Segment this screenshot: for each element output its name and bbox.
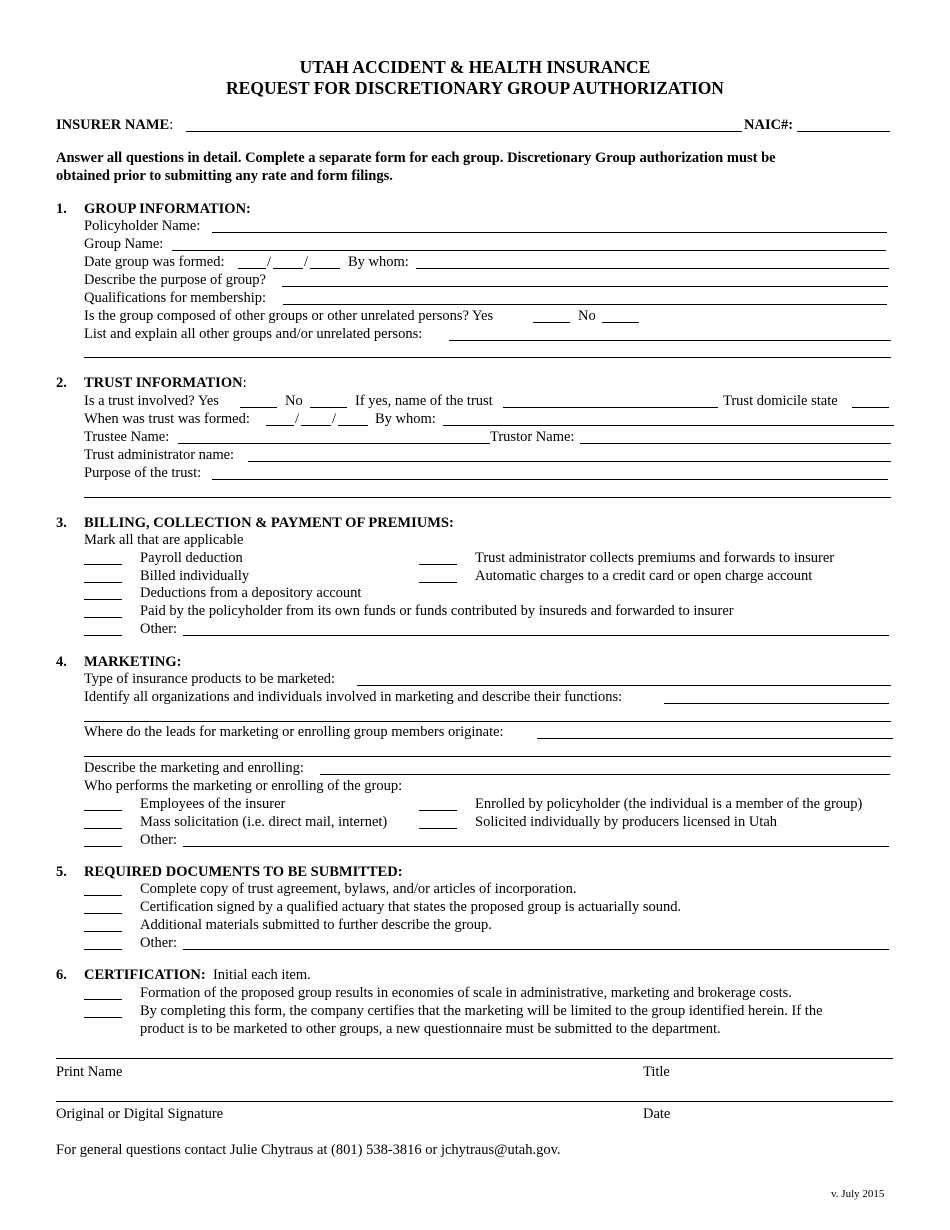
auto-charge-checkbox[interactable]	[419, 582, 457, 583]
paid-by-policyholder-label: Paid by the policyholder from its own funds or funds contributed by insureds and forwarded to insurer	[140, 603, 734, 619]
economies-of-scale-label: Formation of the proposed group results in economies of scale in administrative, marketing and brokerage costs.	[140, 985, 792, 1001]
economies-of-scale-initial[interactable]	[84, 999, 122, 1000]
marketing-limited-label-line1: By completing this form, the company certifies that the marketing will be limited to the group identified herein. If the	[140, 1003, 823, 1019]
marketing-other-checkbox[interactable]	[84, 846, 122, 847]
section-2-number: 2.	[56, 375, 67, 391]
insurer-name-field[interactable]	[186, 131, 742, 132]
auto-charge-label: Automatic charges to a credit card or open charge account	[475, 568, 813, 584]
trust-name-label: If yes, name of the trust	[355, 393, 493, 409]
documents-other-field[interactable]	[183, 949, 889, 950]
form-title-line1: UTAH ACCIDENT & HEALTH INSURANCE	[299, 57, 651, 77]
trust-by-whom-field[interactable]	[443, 425, 894, 426]
documents-other-checkbox[interactable]	[84, 949, 122, 950]
mass-solicitation-label: Mass solicitation (i.e. direct mail, internet)	[140, 814, 388, 830]
version-label: v. July 2015	[831, 1188, 885, 1200]
trust-agreement-checkbox[interactable]	[84, 895, 122, 896]
billing-other-field[interactable]	[183, 635, 889, 636]
trust-purpose-label: Purpose of the trust:	[84, 465, 202, 481]
identify-orgs-field-line2[interactable]	[84, 721, 891, 722]
actuary-certification-label: Certification signed by a qualified actuary that states the proposed group is actuarially sound.	[140, 899, 682, 915]
by-whom-label: By whom:	[348, 254, 409, 270]
policyholder-field[interactable]	[212, 232, 887, 233]
paid-by-policyholder-checkbox[interactable]	[84, 617, 122, 618]
leads-field[interactable]	[537, 738, 893, 739]
section-4-title: MARKETING:	[84, 654, 182, 670]
marketing-other-label: Other:	[140, 832, 178, 848]
trust-admin-field[interactable]	[248, 461, 891, 462]
product-type-label: Type of insurance products to be marketed:	[84, 671, 336, 687]
section-1-title: GROUP INFORMATION:	[84, 201, 251, 217]
print-name-title-field[interactable]	[56, 1058, 893, 1059]
instructions-line2: obtained prior to submitting any rate and form filings.	[56, 168, 393, 184]
signature-date-field[interactable]	[56, 1101, 893, 1102]
signature-label: Original or Digital Signature	[56, 1106, 224, 1122]
trustee-name-field[interactable]	[178, 443, 490, 444]
group-name-label: Group Name:	[84, 236, 164, 252]
actuary-certification-checkbox[interactable]	[84, 913, 122, 914]
list-groups-field[interactable]	[449, 340, 891, 341]
trust-agreement-label: Complete copy of trust agreement, bylaws, and/or articles of incorporation.	[140, 881, 577, 897]
producers-label: Solicited individually by producers licensed in Utah	[475, 814, 778, 830]
print-name-label: Print Name	[56, 1064, 123, 1080]
mass-solicitation-checkbox[interactable]	[84, 828, 122, 829]
no-label: No	[578, 308, 596, 324]
no-label: No	[285, 393, 303, 409]
trust-yes-field[interactable]	[240, 407, 277, 408]
trust-formed-label: When was trust was formed:	[84, 411, 250, 427]
leads-label: Where do the leads for marketing or enrolling group members originate:	[84, 724, 504, 740]
employees-label: Employees of the insurer	[140, 796, 286, 812]
documents-other-label: Other:	[140, 935, 178, 951]
date-separator: /	[304, 254, 309, 270]
marketing-other-field[interactable]	[183, 846, 889, 847]
trust-involved-label: Is a trust involved? Yes	[84, 393, 219, 409]
group-name-field[interactable]	[172, 250, 886, 251]
purpose-label: Describe the purpose of group?	[84, 272, 266, 288]
product-type-field[interactable]	[357, 685, 891, 686]
composed-no-field[interactable]	[602, 322, 639, 323]
trustor-name-field[interactable]	[580, 443, 891, 444]
section-6-number: 6.	[56, 967, 67, 983]
date-separator: /	[332, 411, 337, 427]
describe-marketing-label: Describe the marketing and enrolling:	[84, 760, 304, 776]
list-groups-field-line2[interactable]	[84, 357, 891, 358]
trust-purpose-field-line2[interactable]	[84, 497, 891, 498]
leads-field-line2[interactable]	[84, 756, 891, 757]
trust-formed-month-field[interactable]	[266, 425, 294, 426]
date-separator: /	[267, 254, 272, 270]
trust-name-field[interactable]	[503, 407, 718, 408]
deductions-label: Deductions from a depository account	[140, 585, 362, 601]
section-3-title: BILLING, COLLECTION & PAYMENT OF PREMIUMS:	[84, 515, 454, 531]
list-groups-label: List and explain all other groups and/or unrelated persons:	[84, 326, 423, 342]
identify-orgs-label: Identify all organizations and individuals involved in marketing and describe their functions:	[84, 689, 623, 705]
payroll-label: Payroll deduction	[140, 550, 243, 566]
purpose-field[interactable]	[282, 286, 888, 287]
section-2-title: TRUST INFORMATION:	[84, 375, 247, 391]
section-6-heading	[84, 968, 311, 983]
insurer-name-label: INSURER NAME:	[56, 117, 174, 133]
date-label: Date	[643, 1106, 671, 1122]
identify-orgs-field[interactable]	[664, 703, 889, 704]
trust-purpose-field[interactable]	[212, 479, 888, 480]
trust-formed-day-field[interactable]	[301, 425, 331, 426]
trust-admin-collects-checkbox[interactable]	[419, 564, 457, 565]
mark-applicable-label: Mark all that are applicable	[84, 532, 244, 548]
enrolled-by-policyholder-label: Enrolled by policyholder (the individual is a member of the group)	[475, 796, 863, 812]
section-5-title: REQUIRED DOCUMENTS TO BE SUBMITTED:	[84, 864, 403, 880]
section-6-subtitle: Initial each item.	[212, 967, 311, 983]
section-1-number: 1.	[56, 201, 67, 217]
trust-formed-year-field[interactable]	[338, 425, 368, 426]
composed-yes-field[interactable]	[533, 322, 570, 323]
date-separator: /	[295, 411, 300, 427]
contact-info: For general questions contact Julie Chytraus at (801) 538-3816 or jchytraus@utah.gov.	[56, 1142, 561, 1158]
billed-checkbox[interactable]	[84, 582, 122, 583]
date-formed-label: Date group was formed:	[84, 254, 225, 270]
title-label: Title	[643, 1064, 670, 1080]
trust-no-field[interactable]	[310, 407, 347, 408]
group-by-whom-field[interactable]	[416, 268, 889, 269]
employees-checkbox[interactable]	[84, 810, 122, 811]
naic-field[interactable]	[797, 131, 890, 132]
section-4-number: 4.	[56, 654, 67, 670]
qualifications-label: Qualifications for membership:	[84, 290, 267, 306]
trust-domicile-field[interactable]	[852, 407, 889, 408]
who-performs-label: Who performs the marketing or enrolling of the group:	[84, 778, 403, 794]
deductions-checkbox[interactable]	[84, 599, 122, 600]
date-formed-day-field[interactable]	[273, 268, 303, 269]
section-3-number: 3.	[56, 515, 67, 531]
billed-label: Billed individually	[140, 568, 250, 584]
marketing-limited-label-line2: product is to be marketed to other groups, a new questionnaire must be submitted to the department.	[140, 1021, 721, 1037]
payroll-checkbox[interactable]	[84, 564, 122, 565]
enrolled-by-policyholder-checkbox[interactable]	[419, 810, 457, 811]
section-6-title: CERTIFICATION:	[84, 967, 206, 983]
producers-checkbox[interactable]	[419, 828, 457, 829]
date-formed-year-field[interactable]	[310, 268, 340, 269]
billing-other-checkbox[interactable]	[84, 635, 122, 636]
form-title-line2: REQUEST FOR DISCRETIONARY GROUP AUTHORIZATION	[226, 78, 724, 98]
billing-other-label: Other:	[140, 621, 178, 637]
trust-domicile-label: Trust domicile state	[723, 393, 838, 409]
date-formed-month-field[interactable]	[238, 268, 266, 269]
trust-admin-label: Trust administrator name:	[84, 447, 235, 463]
instructions-line1: Answer all questions in detail. Complete a separate form for each group. Discretionary Group authorization must be	[56, 150, 776, 166]
policyholder-label: Policyholder Name:	[84, 218, 201, 234]
qualifications-field[interactable]	[283, 304, 887, 305]
trust-admin-collects-label: Trust administrator collects premiums and forwards to insurer	[475, 550, 835, 566]
trustee-name-label: Trustee Name:	[84, 429, 170, 445]
additional-materials-label: Additional materials submitted to further describe the group.	[140, 917, 492, 933]
section-5-number: 5.	[56, 864, 67, 880]
by-whom-label: By whom:	[375, 411, 436, 427]
describe-marketing-field[interactable]	[320, 774, 890, 775]
marketing-limited-initial[interactable]	[84, 1017, 122, 1018]
composed-question: Is the group composed of other groups or other unrelated persons? Yes	[84, 308, 494, 324]
additional-materials-checkbox[interactable]	[84, 931, 122, 932]
trustor-name-label: Trustor Name:	[490, 429, 575, 445]
naic-label: NAIC#:	[744, 117, 794, 133]
